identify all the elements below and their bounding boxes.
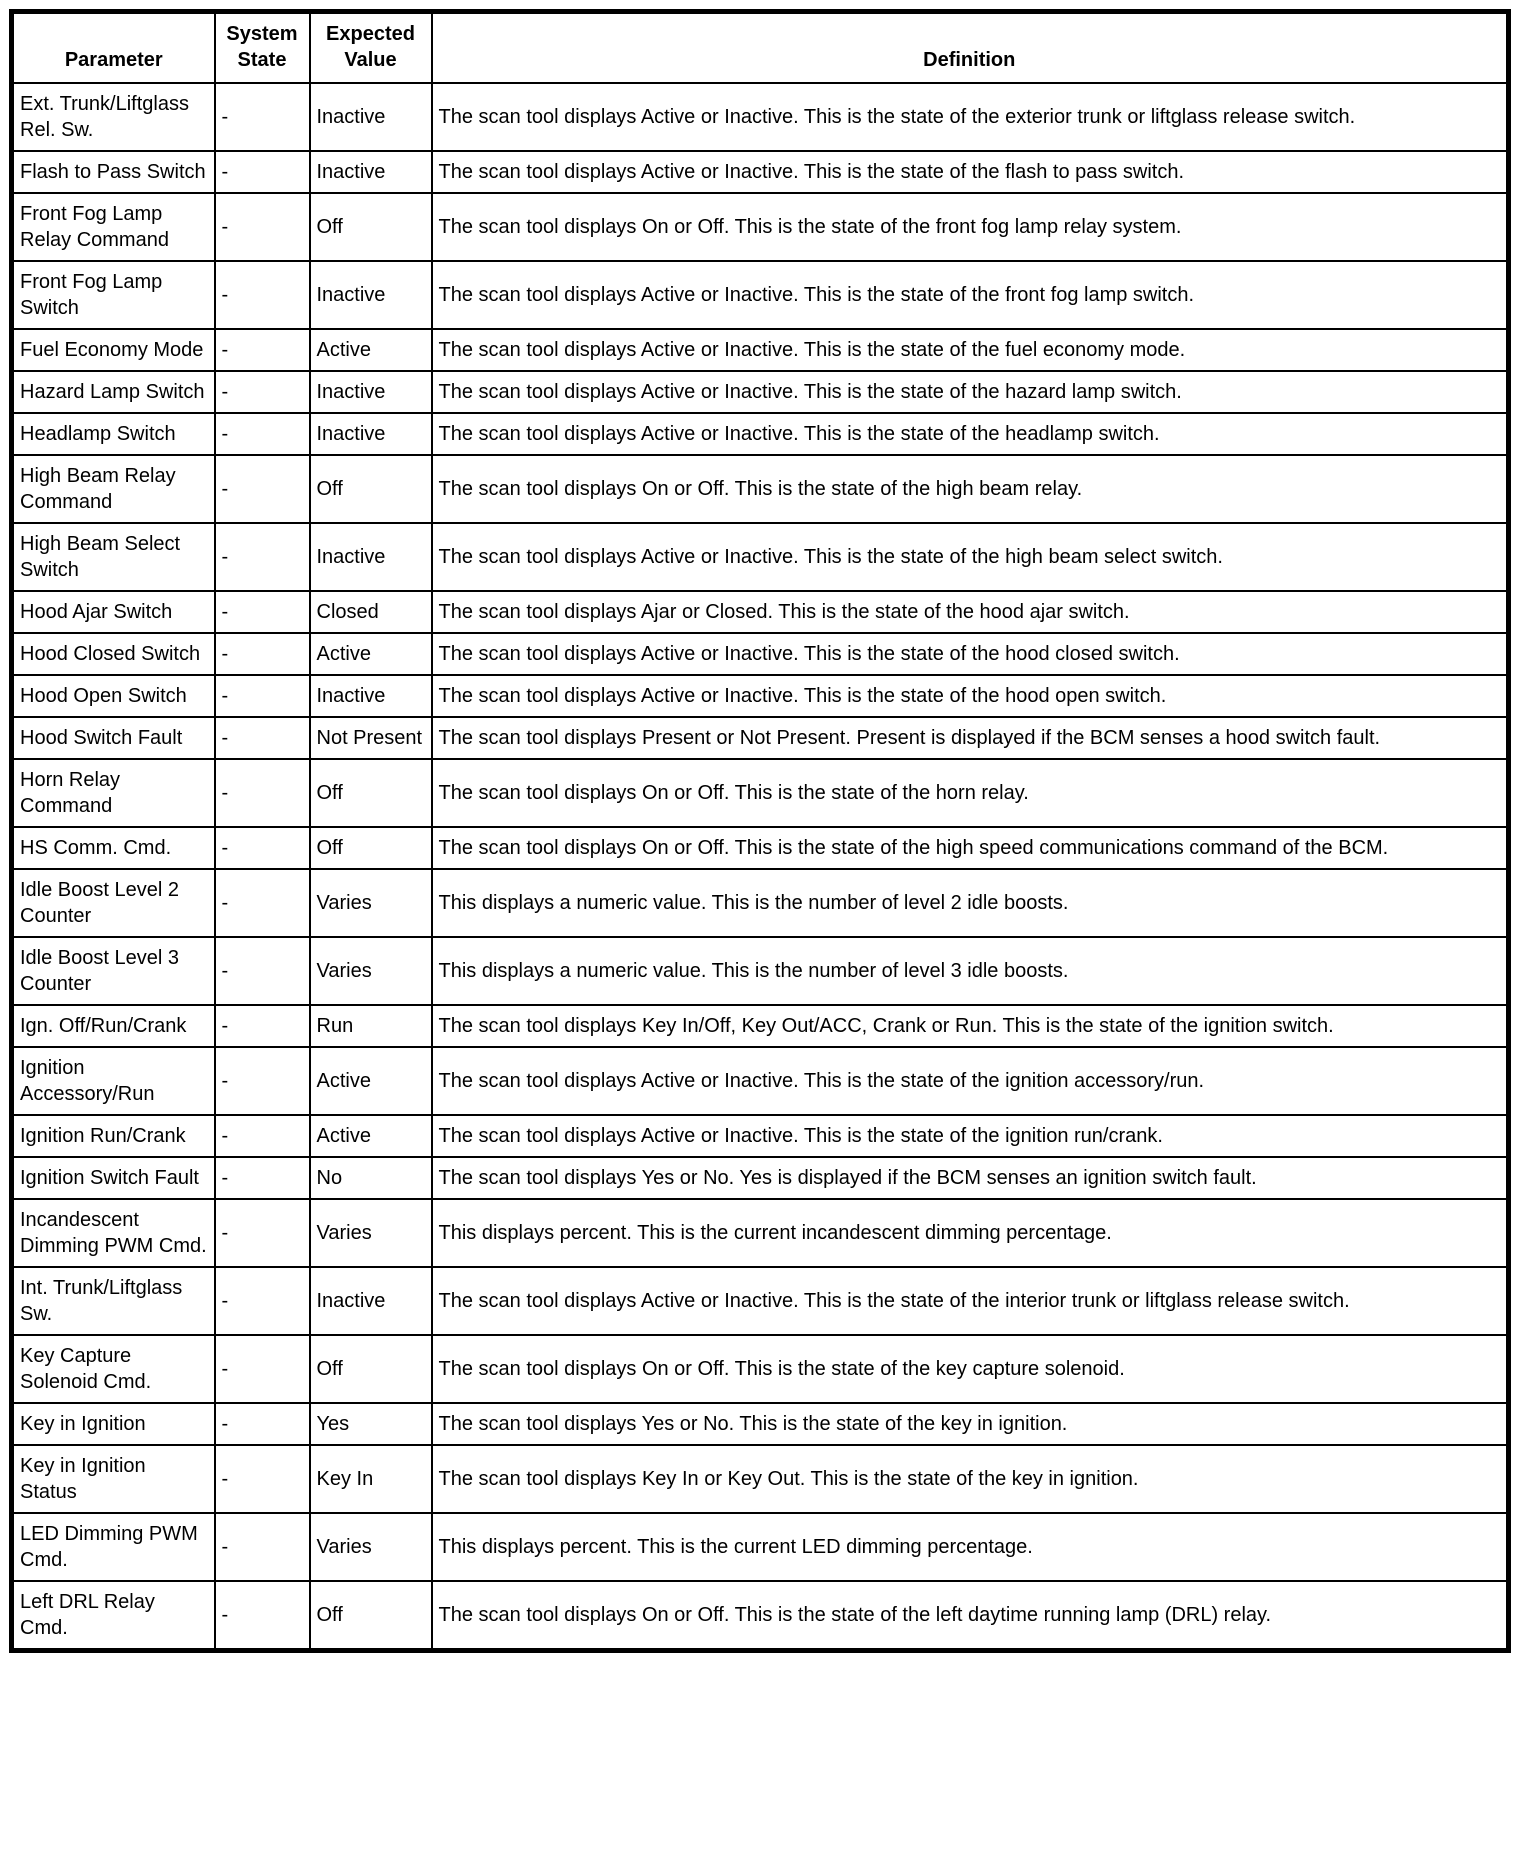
- expected-value-cell: Varies: [310, 1199, 432, 1267]
- system-state-cell: -: [215, 1157, 310, 1199]
- table-row: [12, 151, 1509, 193]
- definition-cell: The scan tool displays Key In or Key Out. This is the state of the key in ignition.: [432, 1445, 1509, 1513]
- table-row: [12, 523, 1509, 591]
- expected-value-cell: Active: [310, 1047, 432, 1115]
- table-row: [12, 371, 1509, 413]
- definition-cell: The scan tool displays Active or Inactive. This is the state of the ignition run/crank.: [432, 1115, 1509, 1157]
- system-state-cell: -: [215, 413, 310, 455]
- definition-cell: The scan tool displays On or Off. This is the state of the high beam relay.: [432, 455, 1509, 523]
- definition-cell: The scan tool displays Key In/Off, Key Out/ACC, Crank or Run. This is the state of the ignition switch.: [432, 1005, 1509, 1047]
- definition-cell: The scan tool displays On or Off. This is the state of the horn relay.: [432, 759, 1509, 827]
- system-state-cell: -: [215, 1005, 310, 1047]
- table-row: [12, 413, 1509, 455]
- parameter-cell: Int. Trunk/Liftglass Sw.: [12, 1267, 215, 1335]
- table-row: [12, 1005, 1509, 1047]
- table-row: [12, 1157, 1509, 1199]
- definition-cell: The scan tool displays Ajar or Closed. This is the state of the hood ajar switch.: [432, 591, 1509, 633]
- expected-value-cell: Active: [310, 633, 432, 675]
- parameter-cell: HS Comm. Cmd.: [12, 827, 215, 869]
- table-row: [12, 1403, 1509, 1445]
- system-state-cell: -: [215, 591, 310, 633]
- parameter-cell: Left DRL Relay Cmd.: [12, 1581, 215, 1651]
- parameter-cell: Hood Ajar Switch: [12, 591, 215, 633]
- table-row: [12, 591, 1509, 633]
- system-state-cell: -: [215, 371, 310, 413]
- header-parameter: Parameter: [12, 12, 215, 84]
- expected-value-cell: Inactive: [310, 261, 432, 329]
- definition-cell: The scan tool displays On or Off. This is the state of the left daytime running lamp (DRL) relay.: [432, 1581, 1509, 1651]
- table-row: [12, 1115, 1509, 1157]
- definition-cell: The scan tool displays Active or Inactive. This is the state of the high beam select switch.: [432, 523, 1509, 591]
- expected-value-cell: Active: [310, 329, 432, 371]
- expected-value-cell: Varies: [310, 937, 432, 1005]
- table-row: [12, 261, 1509, 329]
- table-row: [12, 717, 1509, 759]
- scan-tool-parameter-table: [9, 9, 1511, 1653]
- system-state-cell: -: [215, 455, 310, 523]
- expected-value-cell: Inactive: [310, 675, 432, 717]
- table-row: [12, 1267, 1509, 1335]
- definition-cell: The scan tool displays Active or Inactive. This is the state of the hazard lamp switch.: [432, 371, 1509, 413]
- system-state-cell: -: [215, 1115, 310, 1157]
- expected-value-cell: Inactive: [310, 413, 432, 455]
- expected-value-cell: Run: [310, 1005, 432, 1047]
- system-state-cell: -: [215, 1267, 310, 1335]
- parameter-cell: Hood Closed Switch: [12, 633, 215, 675]
- expected-value-cell: Off: [310, 1581, 432, 1651]
- expected-value-cell: Yes: [310, 1403, 432, 1445]
- expected-value-cell: Off: [310, 759, 432, 827]
- table-row: [12, 1581, 1509, 1651]
- expected-value-cell: Off: [310, 455, 432, 523]
- expected-value-cell: Closed: [310, 591, 432, 633]
- definition-cell: This displays a numeric value. This is the number of level 2 idle boosts.: [432, 869, 1509, 937]
- definition-cell: The scan tool displays Active or Inactive. This is the state of the interior trunk or liftglass release switch.: [432, 1267, 1509, 1335]
- parameter-cell: Horn Relay Command: [12, 759, 215, 827]
- expected-value-cell: Off: [310, 193, 432, 261]
- table-row: [12, 869, 1509, 937]
- expected-value-cell: Inactive: [310, 1267, 432, 1335]
- parameter-cell: Fuel Economy Mode: [12, 329, 215, 371]
- parameter-cell: Key Capture Solenoid Cmd.: [12, 1335, 215, 1403]
- definition-cell: The scan tool displays Active or Inactive. This is the state of the ignition accessory/run.: [432, 1047, 1509, 1115]
- expected-value-cell: Off: [310, 827, 432, 869]
- parameter-cell: Key in Ignition Status: [12, 1445, 215, 1513]
- table-row: [12, 1445, 1509, 1513]
- system-state-cell: -: [215, 329, 310, 371]
- table-row: [12, 827, 1509, 869]
- table-row: [12, 83, 1509, 151]
- system-state-cell: -: [215, 717, 310, 759]
- definition-cell: This displays percent. This is the current incandescent dimming percentage.: [432, 1199, 1509, 1267]
- table-row: [12, 1199, 1509, 1267]
- definition-cell: The scan tool displays Active or Inactive. This is the state of the hood open switch.: [432, 675, 1509, 717]
- definition-cell: The scan tool displays Yes or No. This is the state of the key in ignition.: [432, 1403, 1509, 1445]
- table-row: [12, 937, 1509, 1005]
- expected-value-cell: Key In: [310, 1445, 432, 1513]
- parameter-cell: Front Fog Lamp Relay Command: [12, 193, 215, 261]
- system-state-cell: -: [215, 1199, 310, 1267]
- system-state-cell: -: [215, 523, 310, 591]
- expected-value-cell: Inactive: [310, 83, 432, 151]
- parameter-cell: Idle Boost Level 3 Counter: [12, 937, 215, 1005]
- definition-cell: The scan tool displays Active or Inactive. This is the state of the flash to pass switch.: [432, 151, 1509, 193]
- parameter-cell: Ignition Accessory/Run: [12, 1047, 215, 1115]
- system-state-cell: -: [215, 1403, 310, 1445]
- system-state-cell: -: [215, 261, 310, 329]
- header-row: [12, 12, 1509, 84]
- definition-cell: The scan tool displays Yes or No. Yes is displayed if the BCM senses an ignition switch fault.: [432, 1157, 1509, 1199]
- parameter-cell: Hood Switch Fault: [12, 717, 215, 759]
- table-row: [12, 675, 1509, 717]
- parameter-cell: Incandescent Dimming PWM Cmd.: [12, 1199, 215, 1267]
- definition-cell: This displays percent. This is the current LED dimming percentage.: [432, 1513, 1509, 1581]
- definition-cell: This displays a numeric value. This is the number of level 3 idle boosts.: [432, 937, 1509, 1005]
- system-state-cell: -: [215, 1445, 310, 1513]
- system-state-cell: -: [215, 1335, 310, 1403]
- table-row: [12, 1335, 1509, 1403]
- parameter-cell: Key in Ignition: [12, 1403, 215, 1445]
- expected-value-cell: Inactive: [310, 151, 432, 193]
- expected-value-cell: Inactive: [310, 371, 432, 413]
- system-state-cell: -: [215, 1513, 310, 1581]
- header-expected-value: Expected Value: [310, 12, 432, 84]
- system-state-cell: -: [215, 675, 310, 717]
- parameter-cell: Hazard Lamp Switch: [12, 371, 215, 413]
- table-row: [12, 633, 1509, 675]
- system-state-cell: -: [215, 827, 310, 869]
- definition-cell: The scan tool displays On or Off. This is the state of the high speed communications command of the BCM.: [432, 827, 1509, 869]
- expected-value-cell: Off: [310, 1335, 432, 1403]
- expected-value-cell: Not Present: [310, 717, 432, 759]
- parameter-cell: Front Fog Lamp Switch: [12, 261, 215, 329]
- definition-cell: The scan tool displays Present or Not Present. Present is displayed if the BCM senses a hood switch fault.: [432, 717, 1509, 759]
- system-state-cell: -: [215, 633, 310, 675]
- header-definition: Definition: [432, 12, 1509, 84]
- expected-value-cell: Varies: [310, 869, 432, 937]
- system-state-cell: -: [215, 151, 310, 193]
- parameter-cell: Idle Boost Level 2 Counter: [12, 869, 215, 937]
- parameter-cell: Flash to Pass Switch: [12, 151, 215, 193]
- expected-value-cell: Inactive: [310, 523, 432, 591]
- system-state-cell: -: [215, 869, 310, 937]
- system-state-cell: -: [215, 937, 310, 1005]
- definition-cell: The scan tool displays On or Off. This is the state of the front fog lamp relay system.: [432, 193, 1509, 261]
- table-row: [12, 455, 1509, 523]
- definition-cell: The scan tool displays On or Off. This is the state of the key capture solenoid.: [432, 1335, 1509, 1403]
- parameter-cell: Headlamp Switch: [12, 413, 215, 455]
- parameter-cell: Ext. Trunk/Liftglass Rel. Sw.: [12, 83, 215, 151]
- definition-cell: The scan tool displays Active or Inactive. This is the state of the hood closed switch.: [432, 633, 1509, 675]
- table-row: [12, 759, 1509, 827]
- definition-cell: The scan tool displays Active or Inactive. This is the state of the headlamp switch.: [432, 413, 1509, 455]
- parameter-cell: High Beam Select Switch: [12, 523, 215, 591]
- system-state-cell: -: [215, 83, 310, 151]
- parameter-cell: Ignition Switch Fault: [12, 1157, 215, 1199]
- parameter-cell: LED Dimming PWM Cmd.: [12, 1513, 215, 1581]
- definition-cell: The scan tool displays Active or Inactive. This is the state of the exterior trunk or liftglass release switch.: [432, 83, 1509, 151]
- definition-cell: The scan tool displays Active or Inactive. This is the state of the front fog lamp switch.: [432, 261, 1509, 329]
- table-row: [12, 329, 1509, 371]
- table-row: [12, 1513, 1509, 1581]
- parameter-cell: Ign. Off/Run/Crank: [12, 1005, 215, 1047]
- parameter-cell: High Beam Relay Command: [12, 455, 215, 523]
- parameter-cell: Ignition Run/Crank: [12, 1115, 215, 1157]
- expected-value-cell: Active: [310, 1115, 432, 1157]
- system-state-cell: -: [215, 193, 310, 261]
- system-state-cell: -: [215, 1047, 310, 1115]
- system-state-cell: -: [215, 1581, 310, 1651]
- header-system-state: System State: [215, 12, 310, 84]
- system-state-cell: -: [215, 759, 310, 827]
- parameter-cell: Hood Open Switch: [12, 675, 215, 717]
- table-body: [12, 83, 1509, 1651]
- definition-cell: The scan tool displays Active or Inactive. This is the state of the fuel economy mode.: [432, 329, 1509, 371]
- table-row: [12, 193, 1509, 261]
- expected-value-cell: Varies: [310, 1513, 432, 1581]
- table-row: [12, 1047, 1509, 1115]
- table-header: [12, 12, 1509, 84]
- expected-value-cell: No: [310, 1157, 432, 1199]
